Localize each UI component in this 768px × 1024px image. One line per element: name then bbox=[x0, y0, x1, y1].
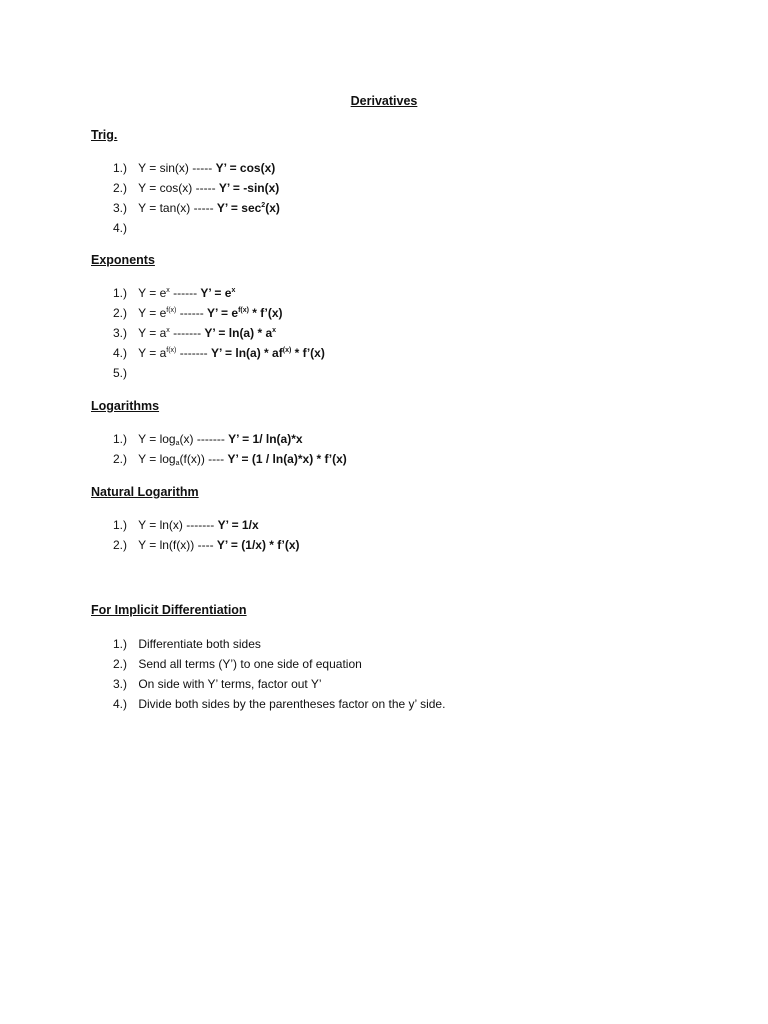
list-item bbox=[113, 343, 325, 363]
list-item bbox=[113, 218, 135, 238]
list-item bbox=[113, 654, 362, 674]
formula-rhs: Y’ = $e^x$ bbox=[200, 286, 236, 300]
step-text: Differentiate both sides bbox=[138, 637, 261, 651]
formula-rhs: Y’ = $\sec^2(x)$ bbox=[216, 201, 280, 215]
formula-lhs: Y = tan(x) ----- bbox=[138, 201, 214, 215]
item-number: 4.) bbox=[113, 346, 128, 360]
list-item bbox=[113, 363, 135, 383]
formula-lhs: $Y = a^{f(x)}$ ------- bbox=[138, 346, 208, 360]
exponents-heading: Exponents bbox=[91, 253, 155, 267]
formula-rhs: Y’ = cos(x) bbox=[215, 161, 276, 175]
formula-lhs: $Y = \log_a(f(x))$ ---- bbox=[138, 452, 225, 467]
item-number: 2.) bbox=[113, 657, 128, 671]
formula-rhs: Y’ = $\ln(a) * a^x$ bbox=[204, 326, 277, 340]
formula-rhs: Y’ = $e^{f(x)}$ * f’(x) bbox=[207, 306, 283, 320]
step-text: Send all terms (Y’) to one side of equation bbox=[138, 657, 362, 671]
natural-logarithm-heading: Natural Logarithm bbox=[91, 485, 199, 499]
item-number: 2.) bbox=[113, 538, 128, 552]
list-item bbox=[113, 178, 279, 198]
list-item bbox=[113, 674, 322, 694]
logarithms-heading: Logarithms bbox=[91, 399, 160, 413]
item-number: 3.) bbox=[113, 201, 128, 215]
formula-lhs: Y = ln(f(x)) ---- bbox=[138, 538, 214, 552]
item-number: 1.) bbox=[113, 432, 128, 446]
formula-rhs: Y’ = (1/x) * f’(x) bbox=[216, 538, 300, 552]
list-item bbox=[113, 303, 283, 323]
item-number: 3.) bbox=[113, 326, 128, 340]
formula-lhs: Y = cos(x) ----- bbox=[138, 181, 216, 195]
formula-rhs: Y’ = $\ln(a) * af^{(x)}$ * f’(x) bbox=[211, 346, 325, 360]
formula-lhs: Y = sin(x) ----- bbox=[138, 161, 213, 175]
list-item bbox=[113, 323, 276, 343]
formula-rhs: Y’ = 1/ ln(a)*x bbox=[228, 432, 303, 446]
formula-lhs: $Y = e^{f(x)}$ ------ bbox=[138, 306, 204, 320]
page-title: Derivatives bbox=[350, 94, 418, 108]
list-item bbox=[113, 535, 300, 555]
step-text: Divide both sides by the parentheses factor on the y’ side. bbox=[138, 697, 446, 711]
list-item bbox=[113, 694, 445, 714]
item-number: 1.) bbox=[113, 161, 128, 175]
formula-rhs: Y’ = 1/x bbox=[217, 518, 259, 532]
list-item bbox=[113, 158, 275, 178]
list-item bbox=[113, 449, 347, 469]
formula-rhs: Y’ = -sin(x) bbox=[218, 181, 280, 195]
item-number: 1.) bbox=[113, 286, 128, 300]
formula-lhs: $Y = \log_a(x)$ ------- bbox=[138, 432, 225, 447]
item-number: 5.) bbox=[113, 366, 128, 380]
list-item bbox=[113, 429, 303, 449]
list-item bbox=[113, 198, 280, 218]
trig-heading: Trig. bbox=[91, 128, 118, 142]
item-number: 3.) bbox=[113, 677, 128, 691]
list-item bbox=[113, 283, 235, 303]
item-number: 4.) bbox=[113, 221, 128, 235]
formula-rhs: Y’ = (1 / ln(a)*x) * f’(x) bbox=[227, 452, 347, 466]
item-number: 1.) bbox=[113, 637, 128, 651]
item-number: 4.) bbox=[113, 697, 128, 711]
list-item bbox=[113, 515, 259, 535]
formula-lhs: $Y = e^x$ ------ bbox=[138, 286, 198, 300]
item-number: 2.) bbox=[113, 306, 128, 320]
formula-lhs: Y = ln(x) ------- bbox=[138, 518, 215, 532]
item-number: 2.) bbox=[113, 181, 128, 195]
implicit-differentiation-heading: For Implicit Differentiation bbox=[91, 603, 247, 617]
list-item bbox=[113, 634, 261, 654]
item-number: 1.) bbox=[113, 518, 128, 532]
formula-lhs: $Y = a^x$ ------- bbox=[138, 326, 202, 340]
item-number: 2.) bbox=[113, 452, 128, 466]
step-text: On side with Y’ terms, factor out Y’ bbox=[138, 677, 322, 691]
